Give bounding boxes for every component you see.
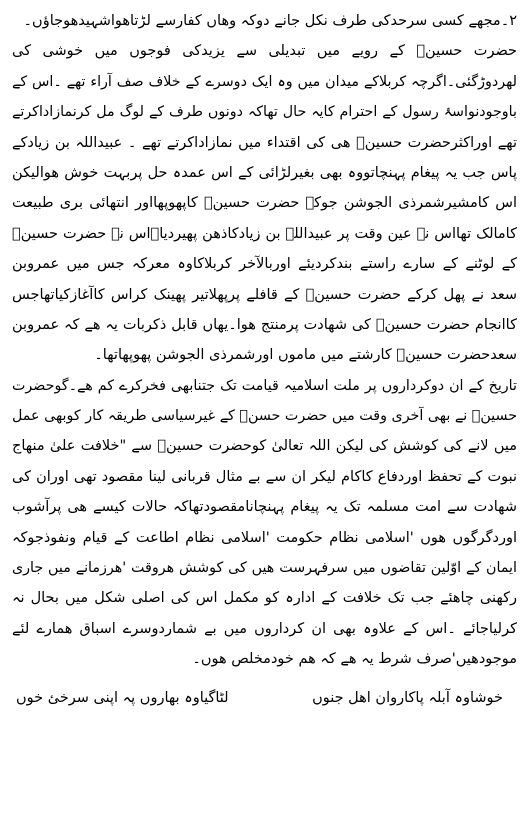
text-line: باوجودنواسۂ رسول کے احترام کایہ حال تھاکہ دونوں طرف کے لوگ مل کرنمازاداکرتے [12,104,517,121]
text-line: تھے اوراکثرحضرت حسینؓ ھی کی اقتداء میں نمازاداکرتے تھے ۔ عبیداللہ بن زیادکے [12,134,517,151]
text-line: نبوت کے تحفظ اوردفاع کاکام لیکر ان سے بے مثال قربانی لینا مقصود تھی اوران کی [12,468,517,485]
text-line: اس کامشیرشمرذی الجوشن جوکہ حضرت حسینؓ کاپھوپھااور انتھائی بری طبیعت [12,195,517,212]
text-line: حضرت حسینؓ کے رویے میں تبدیلی سے یزیدکی فوجوں میں خوشی کی [12,43,517,60]
text-line: تاریخ کے ان دوکرداروں پر ملت اسلامیہ قیامت تک جتنابھی فخرکرے کم ھے۔گوحضرت [12,377,517,394]
text-line: کامالک تھااس نے عین وقت پر عبیداللہ بن زیادکاذھن پھیردیا۔اس نے حضرت حسینؓ [12,225,517,242]
text-line: کرلیاجائے ۔اس کے علاوہ بھی ان کرداروں میں بے شماردوسرے اسباق ھمارے لئے [12,620,517,637]
text-line: سعد نے پھل کرکے حضرت حسینؓ کے قافلے پرپھلاتیر پھینک کراس کاآغازکیاتھاجس [12,286,517,303]
document-body [12,6,517,675]
poetry-couplet [12,681,517,715]
text-line: ایمان کے اوّلین تقاضوں میں سرفہرست ھیں کی کوشش ھروقت 'ھرزمانے میں جاری [12,560,517,577]
poetry-first-hemistich: خوشاوہ آبلہ پاکاروان اھل جنوں [312,689,503,706]
text-line: کاانجام حضرت حسینؓ کی شھادت پرمنتج ھوا۔یھاں قابل ذکربات یہ ھے کہ عمروبن [12,316,517,333]
text-line: کے لوٹنے کے سارے راستے بندکردیئے اوربالآخر کربلاکاوہ معرکہ جس میں عمروبن [12,256,517,273]
text-line: رکھنی چاھئے جب تک خلافت کے ادارہ کو مکمل اس کی اصلی شکل میں بحال نہ [12,590,517,607]
text-line: حسینؓ نے بھی آخری وقت میں حضرت حسنؓ کے غیرسیاسی طریقہ کار کوبھی عمل [12,408,517,425]
poetry-second-hemistich: لٹاگیاوہ بھاروں پہ اپنی سرخئ خوں [16,689,229,706]
text-line: سعدحضرت حسینؓ کارشتے میں ماموں اورشمرذی الجوشن پھوپھاتھا۔ [94,347,517,364]
text-line: پاس جب یہ پیغام پہنچاتووہ بھی بغیرلڑائی کے اس عمدہ حل پربہت خوش ھوالیکن [12,164,517,181]
text-line: لھردوڑگئی۔اگرچہ کربلاکے میدان میں وہ ایک دوسرے کے خلاف صف آراء تھے ۔اس کے [12,73,517,90]
text-line: موجودھیں'صرف شرط یہ ھے کہ ھم خودمخلص ھوں۔ [192,651,517,668]
text-line: ۲۔مجھے کسی سرحدکی طرف نکل جانے دوکہ وھاں کفارسے لڑتاھواشہیدھوجاؤں۔ [23,13,517,29]
text-line: اوردگرگوں ھوں 'اسلامی نظام حکومت 'اسلامی نظام اطاعت کے قیام ونفوذجوکہ [12,529,517,546]
text-line: شھادت سے امت مسلمہ تک یہ پیغام پہنچانامقصودتھاکہ حالات کیسے ھی پرآشوب [12,499,517,516]
text-line: میں لانے کی کوشش کی لیکن اللہ تعالیٰ کوحضرت حسینؓ سے "خلافت علیٰ منھاج [12,438,517,455]
